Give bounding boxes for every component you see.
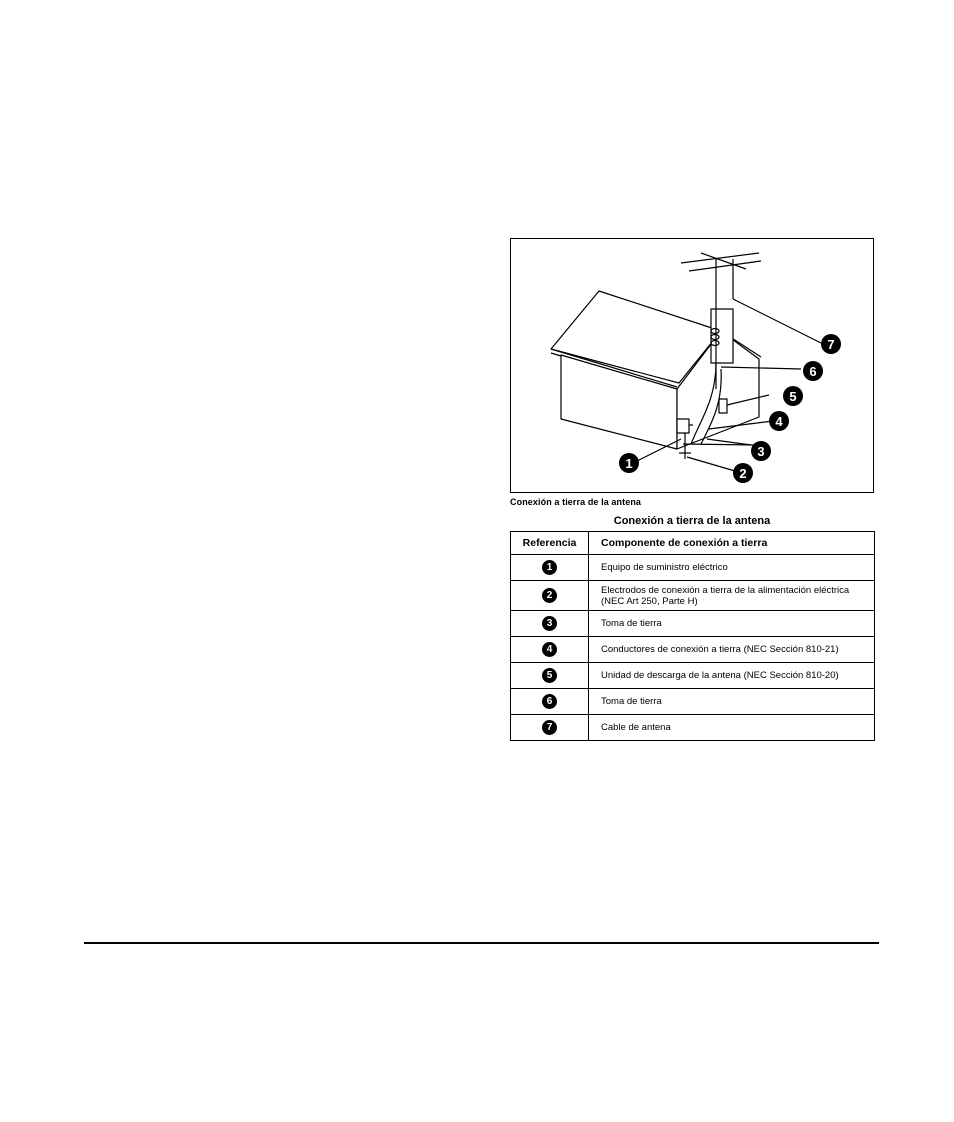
figure-caption: Conexión a tierra de la antena: [510, 497, 642, 507]
reference-badge: 2: [542, 588, 557, 603]
reference-badge: 5: [542, 668, 557, 683]
callout-3-label: 3: [757, 444, 765, 459]
component-cell: Conductores de conexión a tierra (NEC Sección 810-21): [589, 637, 875, 663]
component-cell: Toma de tierra: [589, 689, 875, 715]
table-row: [511, 637, 875, 663]
reference-badge: 3: [542, 616, 557, 631]
reference-badge: 4: [542, 642, 557, 657]
table-row: [511, 581, 875, 611]
component-cell: Toma de tierra: [589, 611, 875, 637]
table-row: [511, 715, 875, 741]
callout-6-label: 6: [809, 364, 817, 379]
discharge-unit: [719, 399, 727, 413]
component-cell: Electrodos de conexión a tierra de la alimentación eléctrica (NEC Art 250, Parte H): [589, 581, 875, 611]
table-row: [511, 555, 875, 581]
component-cell: Cable de antena: [589, 715, 875, 741]
footer-rule: [84, 942, 879, 944]
table-row: [511, 611, 875, 637]
header-component: Componente de conexión a tierra: [589, 532, 875, 555]
table-row: [511, 663, 875, 689]
table-title: Conexión a tierra de la antena: [613, 515, 771, 527]
house-antenna-illustration: [511, 239, 875, 494]
antenna-grounding-figure: [510, 238, 874, 493]
callout-2-label: 2: [739, 466, 747, 481]
callout-4-label: 4: [775, 414, 783, 429]
callout-1-label: 1: [625, 456, 633, 471]
grounding-reference-table: [510, 531, 875, 741]
table-row: [511, 689, 875, 715]
service-box: [677, 419, 689, 433]
reference-badge: 7: [542, 720, 557, 735]
component-cell: Equipo de suministro eléctrico: [589, 555, 875, 581]
reference-badge: 1: [542, 560, 557, 575]
antenna-element: [681, 253, 759, 263]
header-reference: Referencia: [511, 532, 589, 555]
callout-7-label: 7: [827, 337, 835, 352]
mast-sleeve: [711, 309, 733, 363]
component-cell: Unidad de descarga de la antena (NEC Sección 810-20): [589, 663, 875, 689]
reference-badge: 6: [542, 694, 557, 709]
callout-5-label: 5: [789, 389, 797, 404]
